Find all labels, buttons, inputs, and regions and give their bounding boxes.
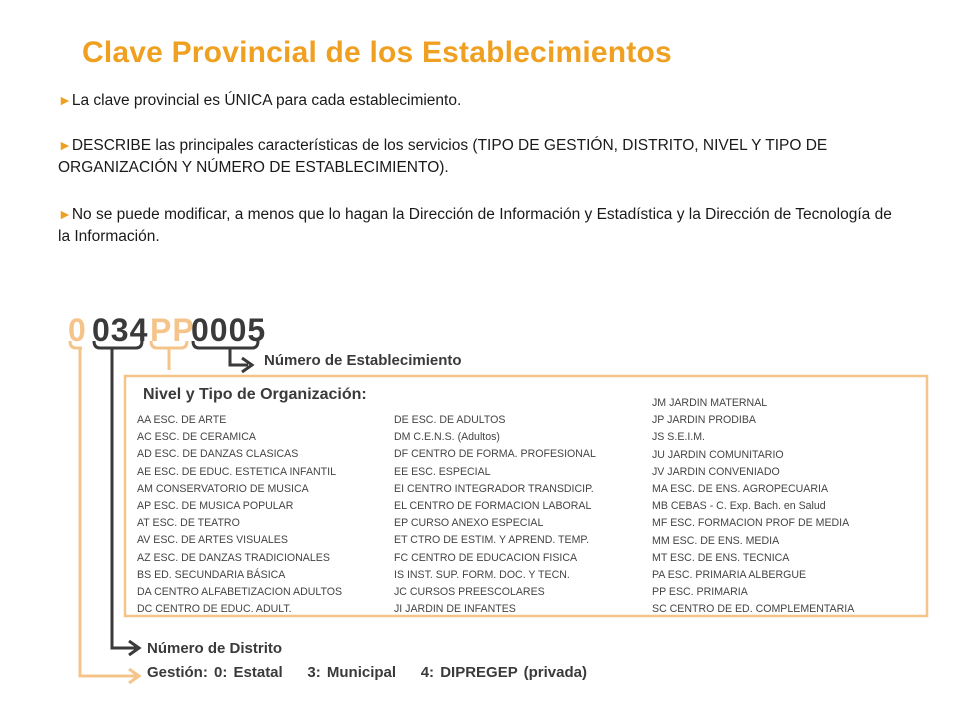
org-list-item: JS S.E.I.M. [652, 431, 705, 444]
page-title: Clave Provincial de los Establecimientos [82, 36, 672, 69]
org-list-item: JP JARDIN PRODIBA [652, 414, 756, 427]
bracket-nivel [151, 341, 187, 348]
org-list-item: MA ESC. DE ENS. AGROPECUARIA [652, 483, 829, 496]
org-list-item: MF ESC. FORMACION PROF DE MEDIA [652, 517, 850, 530]
label-nivel-tipo: Nivel y Tipo de Organización: [143, 386, 367, 403]
org-list-item: PA ESC. PRIMARIA ALBERGUE [652, 569, 807, 582]
org-list-item: DC CENTRO DE EDUC. ADULT. [137, 603, 292, 616]
arrow-bullet-icon: ► [58, 92, 72, 108]
org-list-item: AE ESC. DE EDUC. ESTETICA INFANTIL [137, 465, 336, 478]
label-gestion: Gestión: 0: Estatal 3: Municipal 4: DIPREGEP (privada) [147, 664, 587, 681]
org-list-item: EE ESC. ESPECIAL [394, 465, 491, 478]
org-list-col3 [652, 395, 854, 619]
arrow-bullet-icon: ► [58, 137, 72, 153]
org-list-col1 [137, 412, 342, 618]
org-list-col2 [394, 412, 596, 618]
org-list-item: AA ESC. DE ARTE [137, 414, 227, 426]
arrow-bullet-icon: ► [58, 206, 72, 222]
bracket-distrito [94, 341, 142, 348]
code-gestion: 0 [68, 312, 87, 348]
org-list-item: AZ ESC. DE DANZAS TRADICIONALES [137, 551, 330, 564]
org-list-item: EP CURSO ANEXO ESPECIAL [394, 517, 544, 530]
org-list-item: SC CENTRO DE ED. COMPLEMENTARIA [652, 603, 855, 616]
label-numero-distrito: Número de Distrito [147, 640, 283, 657]
org-list-item: JI JARDIN DE INFANTES [394, 603, 516, 616]
org-list-item: ET CTRO DE ESTIM. Y APREND. TEMP. [394, 534, 590, 547]
org-list-item: MB CEBAS - C. Exp. Bach. en Salud [652, 500, 826, 513]
org-list-item: AC ESC. DE CERAMICA [137, 431, 256, 444]
connector-numero [230, 348, 248, 365]
org-list-item: DE ESC. DE ADULTOS [394, 414, 506, 426]
connector-gestion [80, 348, 136, 676]
org-list-item: JM JARDIN MATERNAL [652, 397, 768, 409]
org-list-item: AP ESC. DE MUSICA POPULAR [137, 500, 294, 513]
org-list-item: BS ED. SECUNDARIA BÁSICA [137, 568, 286, 581]
bullet-text: DESCRIBE las principales características de los servicios (TIPO DE GESTIÓN, DISTRITO, NIVEL Y TIPO DE ORGANIZACIÓN Y NÚMERO DE ESTABLECIMIENTO). [58, 137, 828, 176]
org-list-item: AD ESC. DE DANZAS CLASICAS [137, 448, 299, 461]
org-list-item: FC CENTRO DE EDUCACION FISICA [394, 551, 578, 564]
org-list-item: JV JARDIN CONVENIADO [652, 465, 780, 478]
code-nivel: PP [150, 312, 195, 348]
org-list-item: DM C.E.N.S. (Adultos) [394, 431, 500, 444]
code-distrito: 034 [92, 312, 149, 348]
org-list-item: MM ESC. DE ENS. MEDIA [652, 534, 780, 547]
org-list-item: DA CENTRO ALFABETIZACION ADULTOS [137, 586, 343, 599]
org-list-item: EL CENTRO DE FORMACION LABORAL [394, 500, 592, 513]
bracket-numero [193, 341, 258, 348]
org-list-item: AV ESC. DE ARTES VISUALES [137, 534, 288, 547]
org-list-item: DF CENTRO DE FORMA. PROFESIONAL [394, 448, 596, 461]
bracket-gestion [70, 341, 82, 348]
bullet-text: La clave provincial es ÚNICA para cada establecimiento. [71, 92, 462, 109]
org-list-item: AT ESC. DE TEATRO [137, 517, 240, 530]
org-list-item: PP ESC. PRIMARIA [652, 586, 748, 599]
org-list-item: JU JARDIN COMUNITARIO [652, 448, 784, 461]
code-numero: 0005 [191, 312, 267, 348]
org-list-item: EI CENTRO INTEGRADOR TRANSDICIP. [394, 482, 594, 495]
org-list-item: AM CONSERVATORIO DE MUSICA [137, 482, 309, 495]
org-list-item: MT ESC. DE ENS. TECNICA [652, 551, 790, 564]
org-list-item: IS INST. SUP. FORM. DOC. Y TECN. [394, 568, 570, 581]
bullet-text: No se puede modificar, a menos que lo hagan la Dirección de Información y Estadística y la Dirección de Tecnología de la Información. [58, 206, 892, 245]
org-list-item: JC CURSOS PREESCOLARES [394, 586, 545, 599]
label-numero-establecimiento: Número de Establecimiento [264, 352, 462, 369]
